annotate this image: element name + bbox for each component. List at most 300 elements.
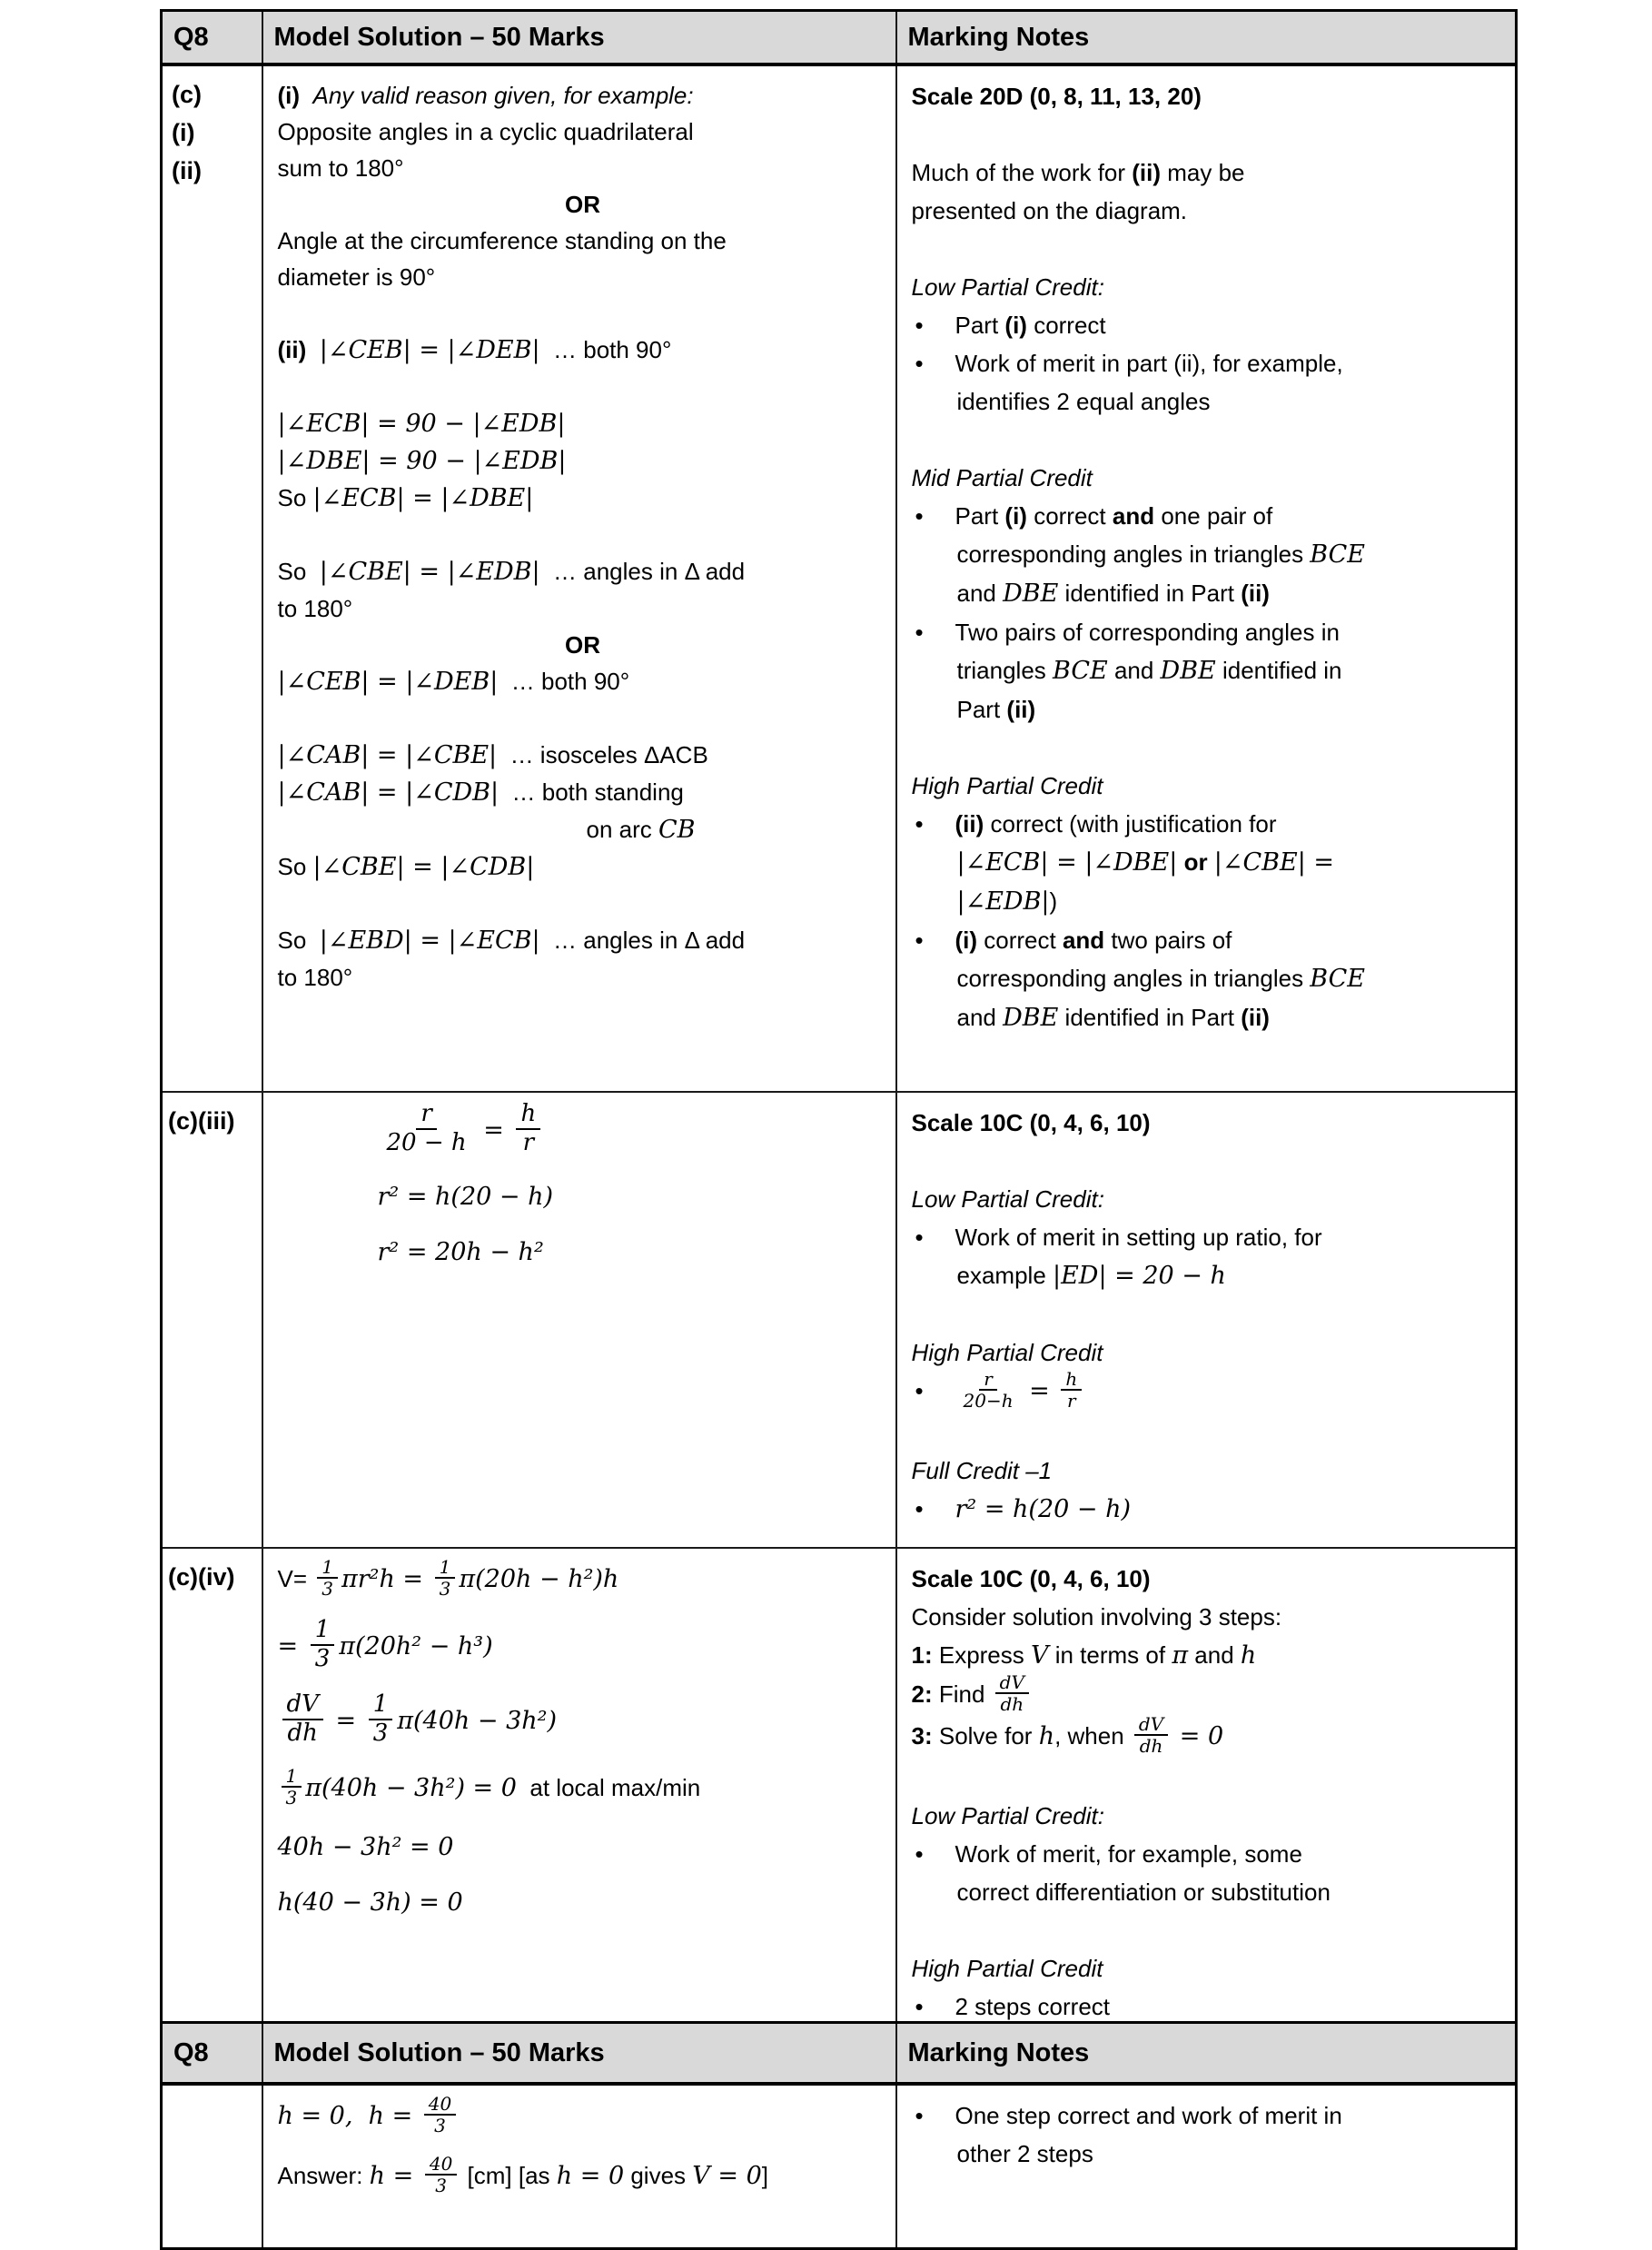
header-cell-marking-notes — [896, 11, 1517, 65]
text-segment: BCE — [1310, 540, 1366, 569]
text-segment: V — [1031, 1641, 1049, 1670]
text-segment: Much of the work for — [911, 159, 1133, 186]
text-line — [278, 737, 888, 774]
bullet-icon: • — [915, 312, 924, 339]
text-line — [912, 2135, 1509, 2173]
text-segment: two pairs of — [1104, 927, 1232, 954]
text-segment: |ED| = 20 − h — [1053, 1262, 1226, 1290]
text-line — [912, 1636, 1509, 1675]
text-segment: and — [956, 580, 1004, 607]
text-segment: Scale 20D (0, 8, 11, 13, 20) — [911, 83, 1202, 110]
text-segment: r² = h(20 − h) — [377, 1182, 554, 1211]
bullet-icon: • — [915, 1993, 924, 2021]
text-segment: 3: — [911, 1722, 933, 1750]
spacer — [278, 886, 888, 922]
text-line — [912, 959, 1509, 998]
spacer — [912, 1142, 1509, 1180]
text-line — [278, 332, 888, 369]
text-line — [912, 690, 1509, 729]
text-line — [278, 590, 888, 627]
text-line — [912, 1452, 1509, 1490]
text-line — [912, 1873, 1509, 1911]
text-line — [278, 627, 888, 663]
text-segment: Express — [932, 1641, 1031, 1669]
text-line — [277, 2153, 888, 2198]
fraction: $\frac{h}{r}$ — [1061, 1369, 1082, 1411]
text-segment: π(40h − 3h²) — [397, 1706, 558, 1735]
text-line — [278, 848, 888, 886]
text-segment: in terms of — [1048, 1641, 1172, 1669]
text-segment: correct — [1026, 312, 1106, 339]
spacer — [912, 1911, 1509, 1949]
bullet-line — [912, 1835, 1509, 1873]
spacer — [278, 517, 888, 553]
spacer — [278, 1601, 888, 1620]
bullet-line — [912, 344, 1509, 382]
model-solution-cell — [262, 64, 896, 1092]
text-segment: |∠CAB| = |∠CBE| — [277, 741, 498, 769]
text-line — [278, 1884, 888, 1921]
text-segment: example — [956, 1262, 1053, 1289]
text-segment: Any valid reason given, for example: — [312, 82, 694, 109]
text-segment: h = — [369, 2161, 421, 2190]
bullet-line — [912, 613, 1509, 651]
text-line — [912, 1949, 1509, 1987]
text-segment: gives — [624, 2161, 693, 2189]
text-segment: OR — [565, 191, 600, 218]
spacer — [278, 700, 888, 737]
bullet-line — [912, 1218, 1509, 1256]
bullet-icon: • — [915, 502, 924, 530]
notes-text-block — [912, 77, 1509, 1037]
spacer — [278, 2138, 888, 2156]
text-line — [278, 553, 888, 590]
text-segment: 1: — [911, 1641, 933, 1669]
text-segment: V = 0 — [692, 2161, 762, 2190]
text-segment: and — [1062, 927, 1105, 954]
text-segment: = — [277, 1631, 306, 1660]
bullet-icon: • — [915, 1377, 924, 1404]
text-line — [912, 1797, 1509, 1835]
text-segment: (ii) — [1132, 159, 1162, 186]
bullet-icon: • — [915, 1495, 924, 1523]
part-label: (c)(iv) — [168, 1563, 235, 1591]
header-cell-model-solution — [262, 11, 896, 65]
text-segment: h — [1240, 1641, 1257, 1670]
text-segment: So — [277, 484, 313, 511]
text-segment: , when — [1054, 1722, 1131, 1750]
text-segment: High Partial Credit — [911, 1339, 1103, 1366]
fraction: $\frac{1}{3}$ — [369, 1691, 393, 1748]
text-segment: DBE — [1160, 657, 1216, 685]
text-segment: identified in — [1215, 657, 1342, 684]
bullet-icon: • — [915, 927, 924, 954]
bullet-icon: • — [915, 619, 924, 646]
text-segment: π(20h² − h³) — [339, 1631, 493, 1660]
text-segment: |∠CEB| = |∠DEB| — [319, 336, 540, 364]
text-line — [278, 774, 888, 811]
model-solution-cell — [262, 1092, 896, 1548]
text-segment: identifies 2 equal angles — [956, 388, 1211, 415]
spacer — [278, 1750, 888, 1769]
text-line — [912, 998, 1509, 1037]
text-segment: DBE — [1003, 1004, 1059, 1032]
bullet-icon: • — [915, 810, 924, 838]
bullet-line — [912, 921, 1509, 959]
text-line — [278, 811, 888, 848]
text-line — [278, 186, 888, 223]
text-segment: (i) — [277, 82, 313, 109]
spacer — [278, 1160, 888, 1178]
marking-notes-heading: Marking Notes — [907, 22, 1090, 52]
text-segment: Solve for — [932, 1722, 1039, 1750]
text-segment: … angles in Δ add — [539, 927, 746, 954]
text-segment: DBE — [1003, 580, 1059, 608]
text-segment: Answer: — [277, 2161, 370, 2189]
text-segment: High Partial Credit — [911, 1955, 1103, 1983]
text-segment: Scale 10C (0, 4, 6, 10) — [911, 1109, 1151, 1136]
text-segment: 2 steps correct — [955, 1993, 1111, 2021]
header-cell-question — [162, 2023, 262, 2085]
text-segment: … isosceles ΔACB — [497, 741, 708, 768]
spacer — [912, 1295, 1509, 1333]
text-segment: (ii) — [955, 810, 984, 838]
fraction: $\frac{1}{3}$ — [282, 1766, 302, 1808]
text-line — [912, 1256, 1509, 1295]
bullet-icon: • — [915, 350, 924, 377]
text-segment: or — [1177, 848, 1214, 876]
text-line — [912, 1333, 1509, 1372]
text-line — [278, 405, 888, 442]
marking-notes-cell — [896, 1548, 1517, 2035]
text-line — [912, 459, 1509, 497]
spacer — [912, 729, 1509, 767]
text-segment: Part — [955, 502, 1005, 530]
spacer — [912, 1413, 1509, 1452]
text-segment: corresponding angles in triangles — [956, 965, 1311, 992]
spacer — [278, 1215, 888, 1234]
text-segment: = — [327, 1706, 364, 1735]
text-segment: Scale 10C (0, 4, 6, 10) — [911, 1565, 1151, 1592]
part-label: (i) — [172, 119, 195, 146]
text-segment: One step correct and work of merit in — [955, 2102, 1342, 2129]
bullet-icon: • — [915, 2102, 924, 2129]
text-segment: |∠EBD| = |∠ECB| — [319, 927, 540, 955]
text-line — [912, 574, 1509, 613]
fraction: $\frac{1}{3}$ — [317, 1557, 338, 1599]
bullet-line — [912, 1368, 1509, 1413]
text-segment: to 180° — [277, 595, 353, 622]
text-segment: 40h − 3h² = 0 — [277, 1832, 454, 1861]
bullet-icon: • — [915, 1224, 924, 1251]
text-segment: … both standing — [499, 778, 684, 806]
text-segment: correct — [1026, 502, 1113, 530]
row-label-cell — [162, 2084, 262, 2249]
text-segment: Part — [956, 696, 1007, 723]
marking-notes-cell — [896, 1092, 1517, 1548]
text-segment: (i) — [955, 927, 978, 954]
text-line — [278, 959, 888, 996]
header-cell-model-solution — [262, 2023, 896, 2085]
text-segment: other 2 steps — [956, 2140, 1093, 2167]
text-segment: (ii) — [1006, 696, 1036, 723]
text-segment: [cm] [as — [460, 2161, 557, 2189]
text-segment: = 0 — [1172, 1722, 1224, 1751]
spacer — [912, 1759, 1509, 1797]
text-segment: correct — [977, 927, 1063, 954]
fraction: $\frac{1}{3}$ — [311, 1617, 335, 1673]
text-segment: and — [956, 1004, 1004, 1031]
notes-text-block — [912, 1104, 1509, 1529]
text-segment: So — [277, 558, 320, 585]
notes-text-block — [912, 2096, 1509, 2173]
text-segment: and — [1112, 502, 1155, 530]
text-line — [277, 2093, 888, 2138]
table-row-c-iv — [162, 1548, 1517, 2035]
text-segment: Opposite angles in a cyclic quadrilateral — [277, 118, 694, 145]
text-line — [278, 1100, 888, 1160]
text-line — [912, 268, 1509, 306]
text-segment: r² = 20h − h² — [377, 1237, 544, 1266]
text-segment: (ii) — [1241, 580, 1270, 607]
part-label: (c)(iii) — [168, 1107, 235, 1135]
text-segment: triangles — [956, 657, 1053, 684]
text-line — [911, 1713, 1509, 1759]
bullet-line — [912, 497, 1509, 535]
fraction: $\frac{40}{3}$ — [424, 2094, 456, 2136]
text-segment: identified in Part — [1058, 1004, 1241, 1031]
marking-scheme-table — [160, 9, 1518, 2036]
fraction: $\frac{dV}{dh}$ — [995, 1672, 1029, 1714]
text-segment: one pair of — [1154, 502, 1273, 530]
text-line — [278, 1829, 888, 1866]
text-segment: |∠EDB| — [956, 887, 1050, 916]
text-line — [912, 154, 1509, 192]
text-segment: (ii) — [277, 336, 320, 363]
text-segment: Full Credit –1 — [911, 1457, 1053, 1485]
spacer — [278, 295, 888, 332]
bullet-line — [912, 1987, 1509, 2026]
solution-text-block — [278, 1100, 888, 1271]
text-line — [912, 192, 1509, 230]
text-segment: (ii) — [1241, 1004, 1270, 1031]
text-line — [278, 922, 888, 959]
text-segment: h = 0, h = — [277, 2101, 420, 2130]
text-segment: diameter is 90° — [277, 263, 436, 291]
text-segment: (i) — [1004, 312, 1027, 339]
text-segment: |∠CEB| = |∠DEB| — [277, 668, 499, 696]
text-line — [912, 77, 1509, 115]
text-line — [912, 535, 1509, 574]
text-line — [912, 1560, 1509, 1598]
question-number: Q8 — [173, 22, 209, 52]
text-segment: … angles in Δ add — [539, 558, 746, 585]
text-line — [278, 259, 888, 295]
fraction: $\frac{h}{r}$ — [516, 1101, 540, 1157]
text-line — [278, 223, 888, 259]
text-segment: π(20h − h²)h — [459, 1564, 619, 1593]
text-segment: Two pairs of corresponding angles in — [955, 619, 1340, 646]
notes-text-block — [912, 1560, 1509, 2026]
text-line — [912, 1180, 1509, 1218]
text-segment: … both 90° — [539, 336, 672, 363]
text-line — [912, 382, 1509, 421]
table-row-c-iii — [162, 1092, 1517, 1548]
text-segment: |∠CBE| = — [1213, 848, 1335, 877]
text-segment: corresponding angles in triangles — [956, 540, 1311, 568]
bullet-icon: • — [915, 1840, 924, 1868]
text-segment: on arc — [586, 816, 658, 843]
text-line — [911, 1671, 1509, 1717]
text-line — [278, 150, 888, 186]
fraction: $\frac{r}{20 - h}$ — [386, 1100, 467, 1156]
text-segment: Part — [955, 312, 1005, 339]
row-label-cell — [162, 1548, 262, 2035]
text-segment: BCE — [1310, 965, 1366, 993]
text-line — [278, 1234, 888, 1271]
text-segment: OR — [565, 631, 600, 659]
text-segment: sum to 180° — [277, 154, 404, 182]
text-segment: h = 0 — [556, 2161, 625, 2190]
bullet-line — [912, 2096, 1509, 2135]
text-segment: Work of merit in part (ii), for example, — [955, 350, 1343, 377]
model-solution-heading: Model Solution – 50 Marks — [273, 2037, 605, 2067]
marking-scheme-table-continued — [160, 2021, 1518, 2250]
spacer — [278, 369, 888, 405]
text-line — [277, 1616, 888, 1676]
text-line — [278, 77, 888, 114]
text-segment: So — [277, 853, 313, 880]
text-segment: Find — [932, 1680, 992, 1708]
text-segment: presented on the diagram. — [911, 197, 1188, 224]
text-segment: |∠ECB| = |∠DBE| — [956, 848, 1178, 877]
text-segment: BCE — [1053, 657, 1108, 685]
fraction: $\frac{40}{3}$ — [425, 2154, 457, 2195]
text-segment: Angle at the circumference standing on the — [277, 227, 727, 254]
text-line — [912, 1598, 1509, 1636]
table-row-answer — [162, 2084, 1517, 2249]
model-solution-cell — [262, 1548, 896, 2035]
header-cell-question — [162, 11, 262, 65]
text-segment: ] — [761, 2161, 768, 2189]
marking-notes-heading: Marking Notes — [907, 2037, 1090, 2067]
text-segment: at local max/min — [516, 1773, 701, 1801]
model-solution-cell — [262, 2084, 896, 2249]
fraction: $\frac{1}{3}$ — [435, 1557, 456, 1599]
fraction: $\frac{r}{20-h}$ — [963, 1368, 1014, 1412]
marking-notes-cell — [896, 2084, 1517, 2249]
text-segment: Low Partial Credit: — [911, 273, 1104, 301]
text-segment: h(40 − 3h) = 0 — [277, 1888, 463, 1917]
text-line — [278, 114, 888, 150]
text-segment: |∠ECB| = 90 − |∠EDB| — [277, 410, 566, 438]
model-solution-heading: Model Solution – 50 Marks — [273, 22, 605, 52]
text-segment: and — [1188, 1641, 1241, 1669]
text-segment: Low Partial Credit: — [911, 1185, 1104, 1213]
text-line — [912, 651, 1509, 690]
spacer — [278, 1866, 888, 1884]
question-number: Q8 — [173, 2037, 209, 2067]
part-label: (ii) — [172, 157, 202, 184]
text-segment: |∠DBE| = 90 − |∠EDB| — [277, 447, 567, 475]
text-segment: CB — [658, 816, 696, 844]
text-line — [277, 1556, 888, 1601]
text-segment: ) — [1049, 887, 1058, 915]
text-line — [912, 1104, 1509, 1142]
text-segment: correct differentiation or substitution — [956, 1878, 1331, 1907]
marking-notes-cell — [896, 64, 1517, 1092]
spacer — [912, 115, 1509, 154]
text-segment: 2: — [911, 1680, 933, 1708]
text-segment: Work of merit, for example, some — [955, 1840, 1302, 1868]
bullet-line — [912, 1490, 1509, 1529]
spacer — [912, 230, 1509, 268]
text-line — [278, 442, 888, 480]
bullet-line — [912, 306, 1509, 344]
solution-text-block — [277, 1556, 888, 1921]
text-segment: and — [1107, 657, 1161, 684]
text-segment: π — [1172, 1641, 1189, 1670]
solution-text-block — [278, 77, 888, 996]
text-line — [278, 1690, 888, 1750]
text-segment: Low Partial Credit: — [911, 1802, 1104, 1830]
text-segment: π(40h − 3h²) = 0 — [305, 1773, 517, 1802]
text-segment: h — [1038, 1722, 1055, 1751]
fraction: $\frac{dV}{dh}$ — [282, 1691, 323, 1748]
bullet-line — [912, 805, 1509, 843]
text-line — [278, 663, 888, 700]
text-segment: |∠CBE| = |∠EDB| — [319, 558, 540, 586]
part-label: (c) — [172, 81, 202, 108]
text-segment: Consider solution involving 3 steps: — [911, 1603, 1282, 1631]
text-segment: correct (with justification for — [984, 810, 1277, 838]
text-segment: So — [277, 927, 320, 954]
row-label-cell — [162, 1092, 262, 1548]
text-segment: identified in Part — [1058, 580, 1241, 607]
text-segment: … both 90° — [498, 668, 630, 695]
text-segment: |∠ECB| = |∠DBE| — [312, 484, 534, 512]
text-line — [278, 480, 888, 517]
solution-text-block — [277, 2093, 888, 2198]
text-segment: = — [475, 1115, 512, 1145]
text-segment: may be — [1161, 159, 1245, 186]
table-row-c-i-ii — [162, 64, 1517, 1092]
text-segment: to 180° — [277, 964, 353, 991]
text-segment: V= — [277, 1564, 314, 1592]
header-cell-marking-notes — [896, 2023, 1517, 2085]
header-row — [162, 11, 1517, 65]
text-segment: = — [1021, 1377, 1058, 1405]
spacer — [278, 1810, 888, 1829]
text-line — [912, 882, 1509, 921]
text-segment: |∠CAB| = |∠CDB| — [277, 778, 500, 807]
text-segment: r² = h(20 − h) — [955, 1495, 1132, 1524]
header-row — [162, 2023, 1517, 2085]
text-line — [278, 1178, 888, 1215]
text-segment: (i) — [1004, 502, 1027, 530]
text-segment: |∠CBE| = |∠CDB| — [312, 853, 535, 881]
spacer — [912, 421, 1509, 459]
text-segment: Mid Partial Credit — [911, 464, 1093, 491]
text-segment: πr²h = — [341, 1564, 431, 1593]
row-label-cell — [162, 64, 262, 1092]
text-line — [912, 767, 1509, 805]
text-line — [278, 1764, 888, 1810]
text-segment: High Partial Credit — [911, 772, 1103, 799]
text-line — [912, 843, 1509, 882]
fraction: $\frac{dV}{dh}$ — [1134, 1714, 1168, 1756]
text-segment: Work of merit in setting up ratio, for — [955, 1224, 1322, 1251]
